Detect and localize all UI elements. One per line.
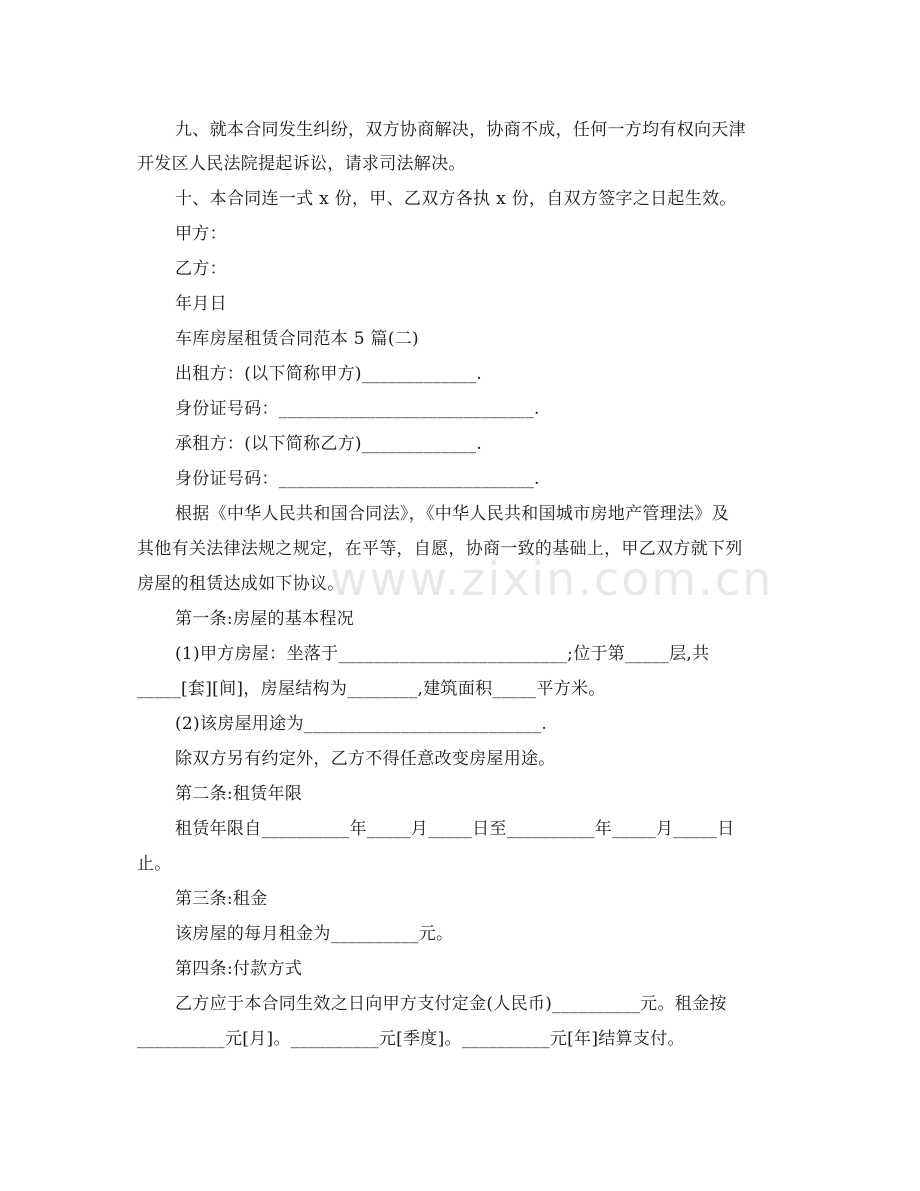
party-b-signature: 乙方： xyxy=(175,259,227,279)
article-2-heading: 第二条:租赁年限 xyxy=(175,784,303,804)
watermark: www.zixin.com.cn xyxy=(330,552,774,606)
clause-9-line-2: 开发区人民法院提起诉讼，请求司法解决。 xyxy=(137,154,466,174)
lessor-line: 出租方：(以下简称甲方)_____________. xyxy=(175,364,482,384)
date-line: 年月日 xyxy=(175,294,227,314)
preamble-line-1: 根据《中华人民共和国合同法》，《中华人民共和国城市房地产管理法》及 xyxy=(175,504,729,524)
article-4-heading: 第四条:付款方式 xyxy=(175,959,303,979)
section-title: 车库房屋租赁合同范本 5 篇(二) xyxy=(175,329,419,349)
lessee-line: 承租方：(以下简称乙方)_____________. xyxy=(175,434,482,454)
party-a-signature: 甲方： xyxy=(175,224,227,244)
clause-9-line-1: 九、就本合同发生纠纷，双方协商解决，协商不成，任何一方均有权向天津 xyxy=(175,120,746,140)
preamble-line-2: 其他有关法律法规之规定，在平等，自愿，协商一致的基础上，甲乙双方就下列 xyxy=(137,539,743,559)
article-1-note: 除双方另有约定外，乙方不得任意改变房屋用途。 xyxy=(175,749,556,769)
article-1-heading: 第一条:房屋的基本程况 xyxy=(175,609,355,629)
monthly-rent-line: 该房屋的每月租金为__________元。 xyxy=(175,924,454,944)
preamble-line-3: 房屋的租赁达成如下协议。 xyxy=(137,574,345,594)
payment-line-1: 乙方应于本合同生效之日向甲方支付定金(人民币)__________元。租金按 xyxy=(175,994,727,1014)
article-1-item-1-line-2: _____[套][间]，房屋结构为________,建筑面积_____平方米。 xyxy=(137,679,606,699)
lessee-id-line: 身份证号码：_____________________________. xyxy=(175,469,540,489)
clause-10: 十、本合同连一式 x 份，甲、乙双方各执 x 份，自双方签字之日起生效。 xyxy=(175,189,737,209)
lease-term-line-1: 租赁年限自__________年_____月_____日至__________年_____月_____日 xyxy=(175,819,735,839)
payment-line-2: __________元[月]。__________元[季度]。__________元[年]结算支付。 xyxy=(137,1029,685,1049)
lessor-id-line: 身份证号码：_____________________________. xyxy=(175,399,540,419)
article-1-item-1-line-1: (1)甲方房屋：坐落于__________________________;位于第_____层,共 xyxy=(175,644,710,664)
article-3-heading: 第三条:租金 xyxy=(175,889,268,909)
article-1-item-2: (2)该房屋用途为___________________________. xyxy=(175,714,548,734)
lease-term-line-2: 止。 xyxy=(137,854,172,874)
